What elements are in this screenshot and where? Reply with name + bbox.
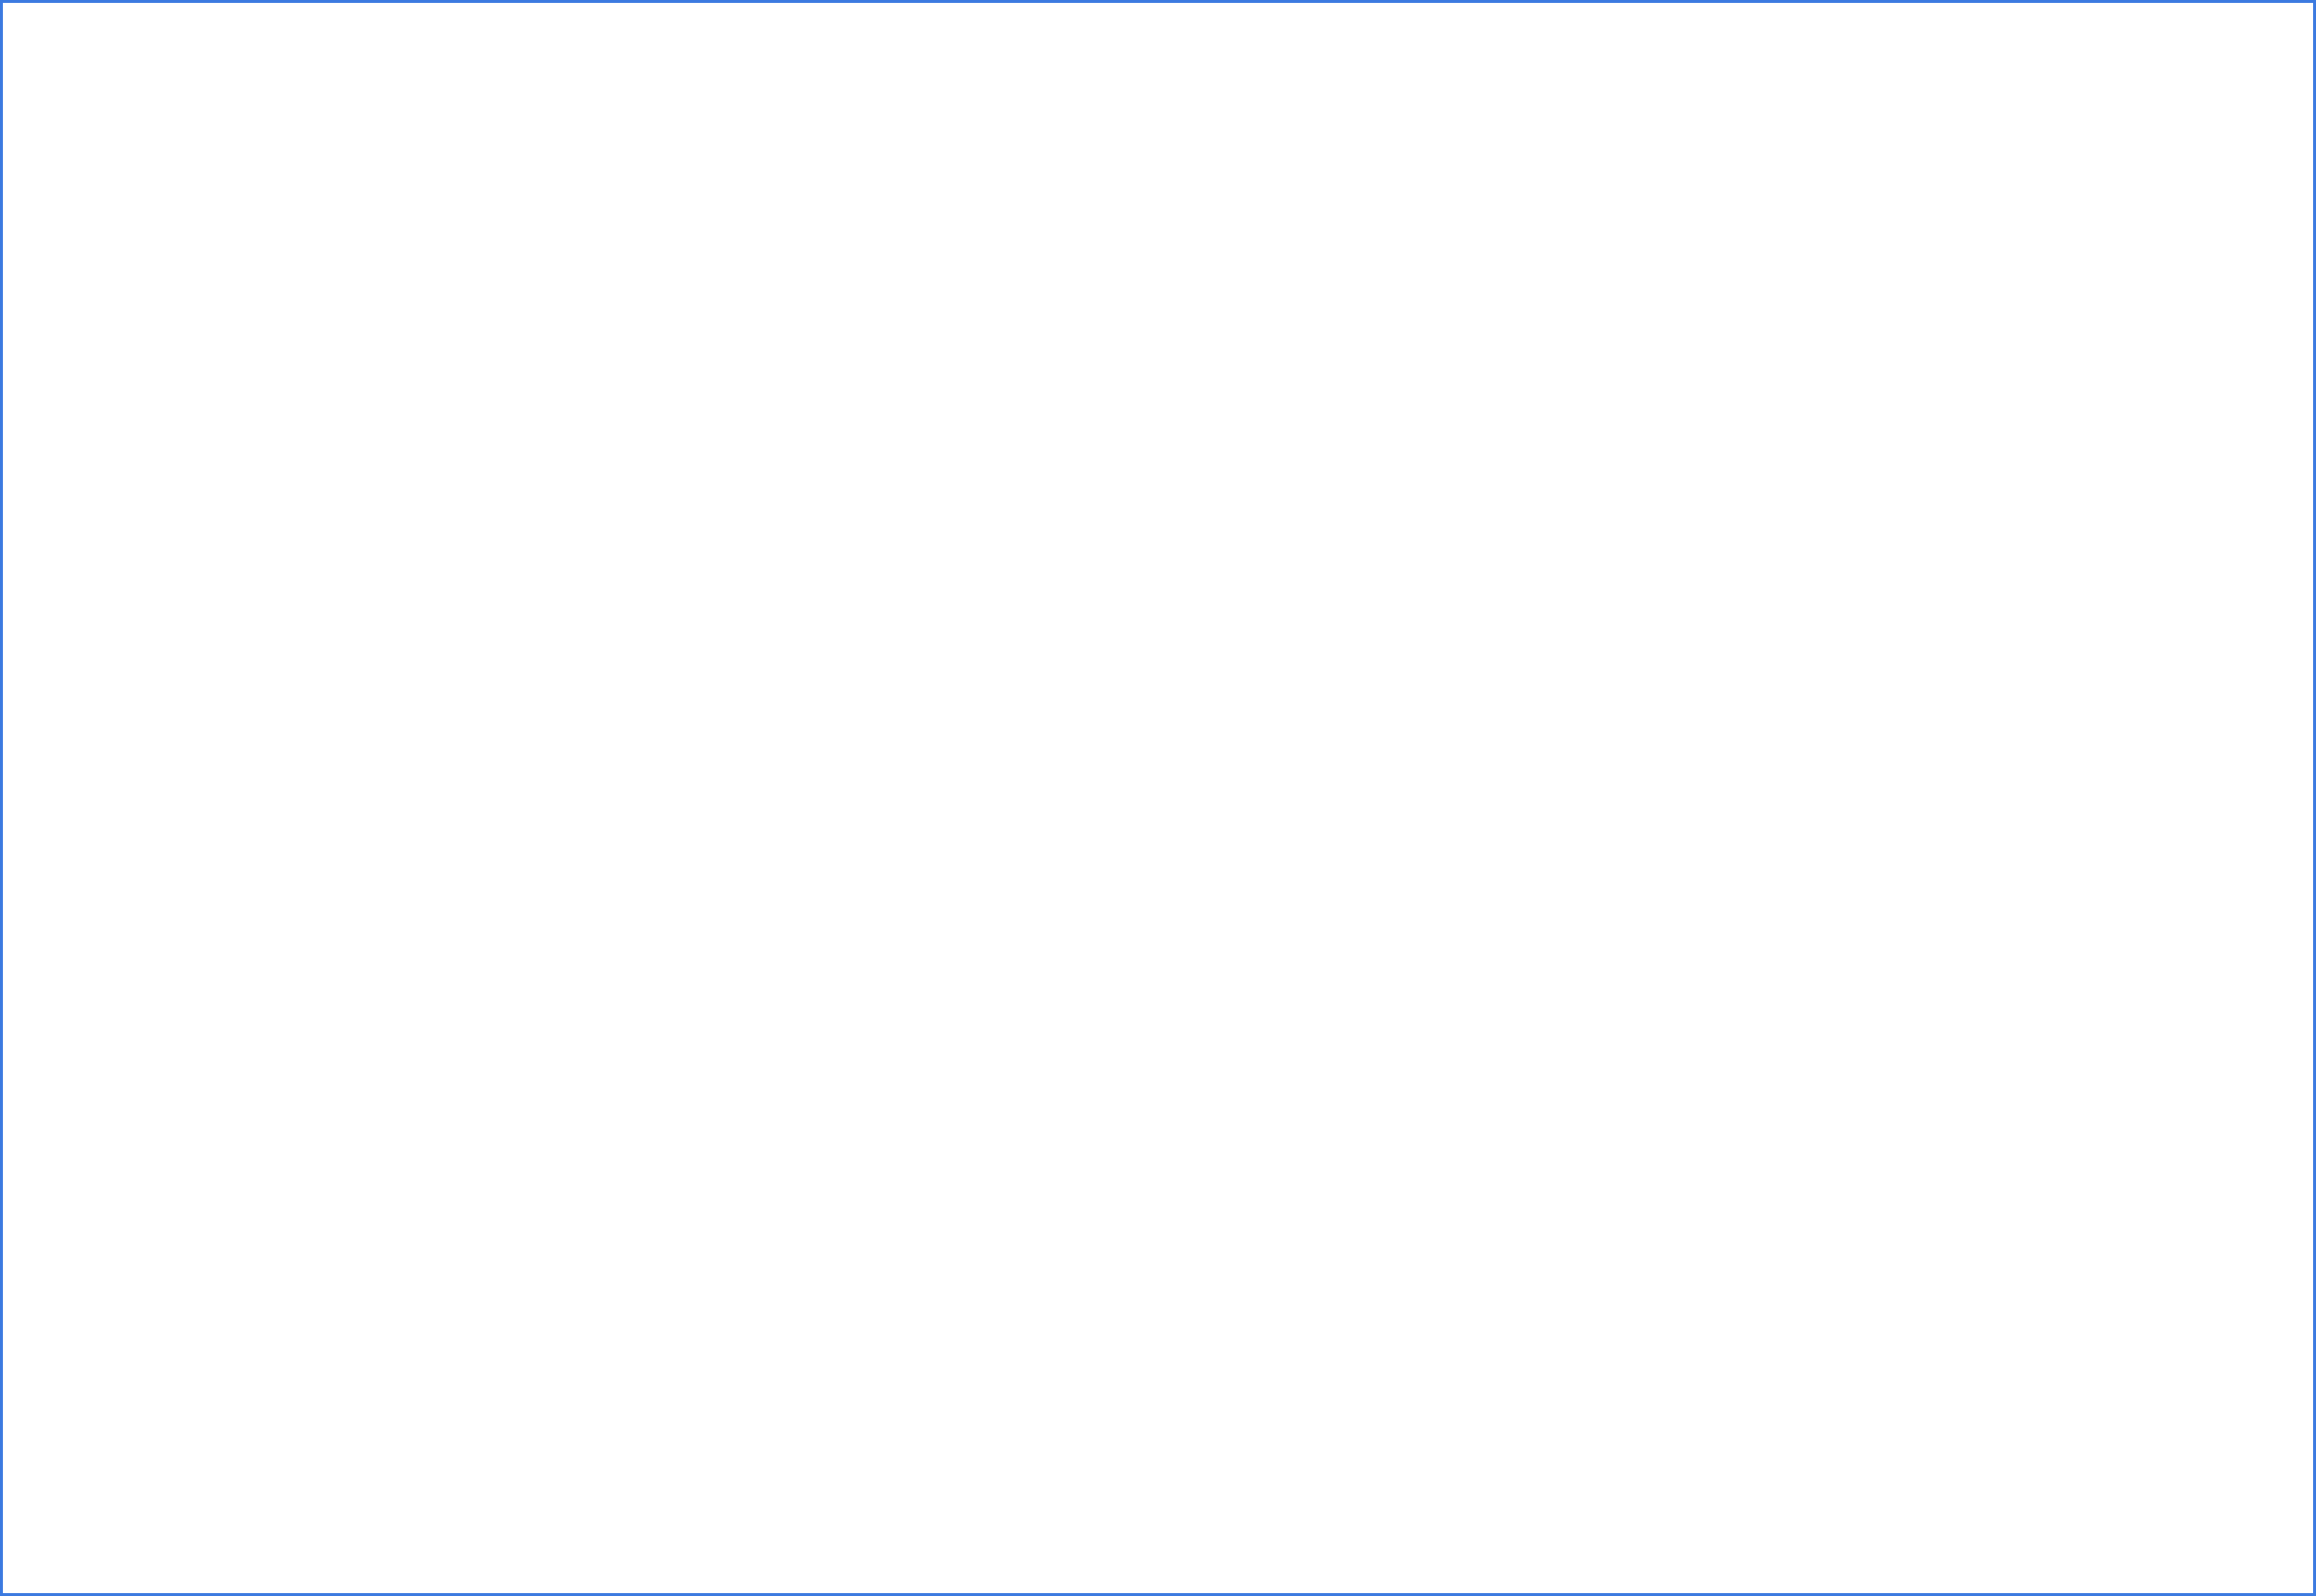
blank-content-area: [6, 6, 2310, 1590]
